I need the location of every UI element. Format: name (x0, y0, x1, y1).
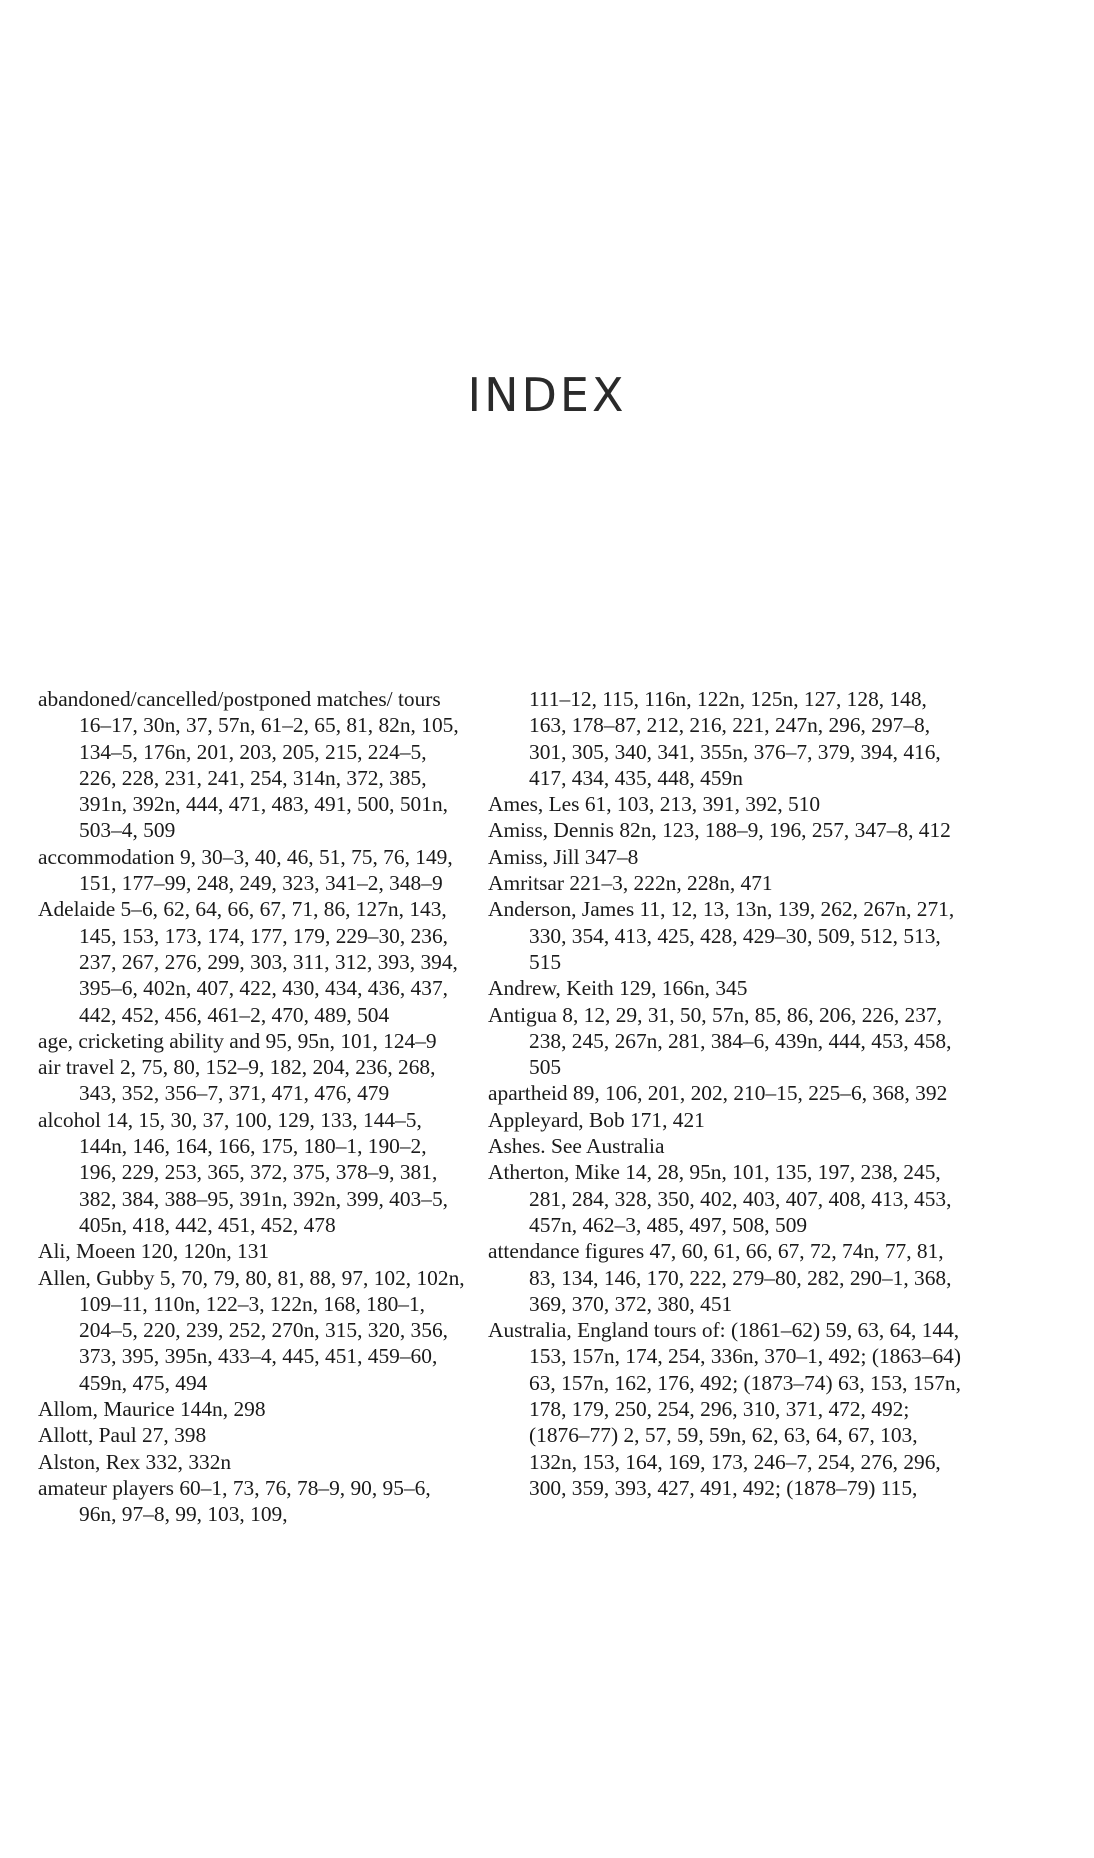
index-entry: Ali, Moeen 120, 120n, 131 (38, 1239, 270, 1264)
index-entry-continuation: 111–12, 115, 116n, 122n, 125n, 127, 128, 148, 163, 178–87, 212, 216, 221, 247n, 296, 297–8, 301, 305, 340, 341, 355n, 376–7, 379, 394, 416, 417, 434, 435, 448, 459n (529, 687, 941, 790)
index-entry: Australia, England tours of: (1861–62) 59, 63, 64, 144, 153, 157n, 174, 254, 336n, 370–1, 492; (1863–64) 63, 157n, 162, 176, 492; (1873–74) 63, 153, 157n, 178, 179, 250, 254, 296, 310, 371, 472, 492; (1876–77) 2, 57, 59, 59n, 62, 63, 64, 67, 103, 132n, 153, 164, 169, 173, 246–7, 254, 276, 296, 300, 359, 393, 427, 491, 492; (1878–79) 115, (488, 1318, 961, 1500)
index-entry: Allen, Gubby 5, 70, 79, 80, 81, 88, 97, 102, 102n, 109–11, 110n, 122–3, 122n, 168, 180–1, 204–5, 220, 239, 252, 270n, 315, 320, 356, 373, 395, 395n, 433–4, 445, 451, 459–60, 459n, 475, 494 (38, 1265, 465, 1395)
index-column-right (488, 686, 968, 1501)
index-entry: Amiss, Dennis 82n, 123, 188–9, 196, 257, 347–8, 412 (488, 818, 951, 843)
index-entry: Anderson, James 11, 12, 13, 13n, 139, 262, 267n, 271, 330, 354, 413, 425, 428, 429–30, 509, 512, 513, 515 (488, 897, 955, 974)
index-entry: Atherton, Mike 14, 28, 95n, 101, 135, 197, 238, 245, 281, 284, 328, 350, 402, 403, 407, 408, 413, 453, 457n, 462–3, 485, 497, 508, 509 (488, 1160, 952, 1237)
index-entry: Antigua 8, 12, 29, 31, 50, 57n, 85, 86, 206, 226, 237, 238, 245, 267n, 281, 384–6, 439n, 444, 453, 458, 505 (488, 1002, 952, 1080)
index-entry: alcohol 14, 15, 30, 37, 100, 129, 133, 144–5, 144n, 146, 164, 166, 175, 180–1, 190–2, 196, 229, 253, 365, 372, 375, 378–9, 381, 382, 384, 388–95, 391n, 392n, 399, 403–5, 405n, 418, 442, 451, 452, 478 (38, 1107, 448, 1237)
index-column-left (38, 686, 468, 1528)
index-entry: Allom, Maurice 144n, 298 (38, 1397, 266, 1422)
index-entry: Appleyard, Bob 171, 421 (488, 1107, 705, 1132)
index-entry: attendance figures 47, 60, 61, 66, 67, 72, 74n, 77, 81, 83, 134, 146, 170, 222, 279–80, 282, 290–1, 368, 369, 370, 372, 380, 451 (488, 1239, 952, 1316)
index-entry: Ames, Les 61, 103, 213, 391, 392, 510 (488, 792, 821, 817)
page-title: INDEX (467, 368, 627, 422)
index-entry: Amritsar 221–3, 222n, 228n, 471 (488, 871, 773, 896)
index-entry: air travel 2, 75, 80, 152–9, 182, 204, 236, 268, 343, 352, 356–7, 371, 471, 476, 479 (38, 1055, 436, 1106)
index-entry: age, cricketing ability and 95, 95n, 101, 124–9 (38, 1028, 437, 1053)
index-entry: Amiss, Jill 347–8 (488, 844, 639, 869)
index-entry: Andrew, Keith 129, 166n, 345 (488, 976, 748, 1001)
index-entry: amateur players 60–1, 73, 76, 78–9, 90, 95–6, 96n, 97–8, 99, 103, 109, (38, 1475, 431, 1527)
index-entry: Alston, Rex 332, 332n (38, 1449, 232, 1474)
index-entry: Ashes. See Australia (488, 1134, 665, 1159)
index-entry: Allott, Paul 27, 398 (38, 1423, 207, 1448)
index-entry: accommodation 9, 30–3, 40, 46, 51, 75, 76, 149, 151, 177–99, 248, 249, 323, 341–2, 348–9 (38, 844, 453, 896)
index-entry: apartheid 89, 106, 201, 202, 210–15, 225–6, 368, 392 (488, 1081, 948, 1106)
index-entry: Adelaide 5–6, 62, 64, 66, 67, 71, 86, 127n, 143, 145, 153, 173, 174, 177, 179, 229–30, 236, 237, 267, 276, 299, 303, 311, 312, 393, 394, 395–6, 402n, 407, 422, 430, 434, 436, 437, 442, 452, 456, 461–2, 470, 489, 504 (38, 897, 458, 1027)
index-entry: abandoned/cancelled/postponed matches/ tours 16–17, 30n, 37, 57n, 61–2, 65, 81, 82n, 105, 134–5, 176n, 201, 203, 205, 215, 224–5, 226, 228, 231, 241, 254, 314n, 372, 385, 391n, 392n, 444, 471, 483, 491, 500, 501n, 503–4, 509 (38, 687, 459, 843)
